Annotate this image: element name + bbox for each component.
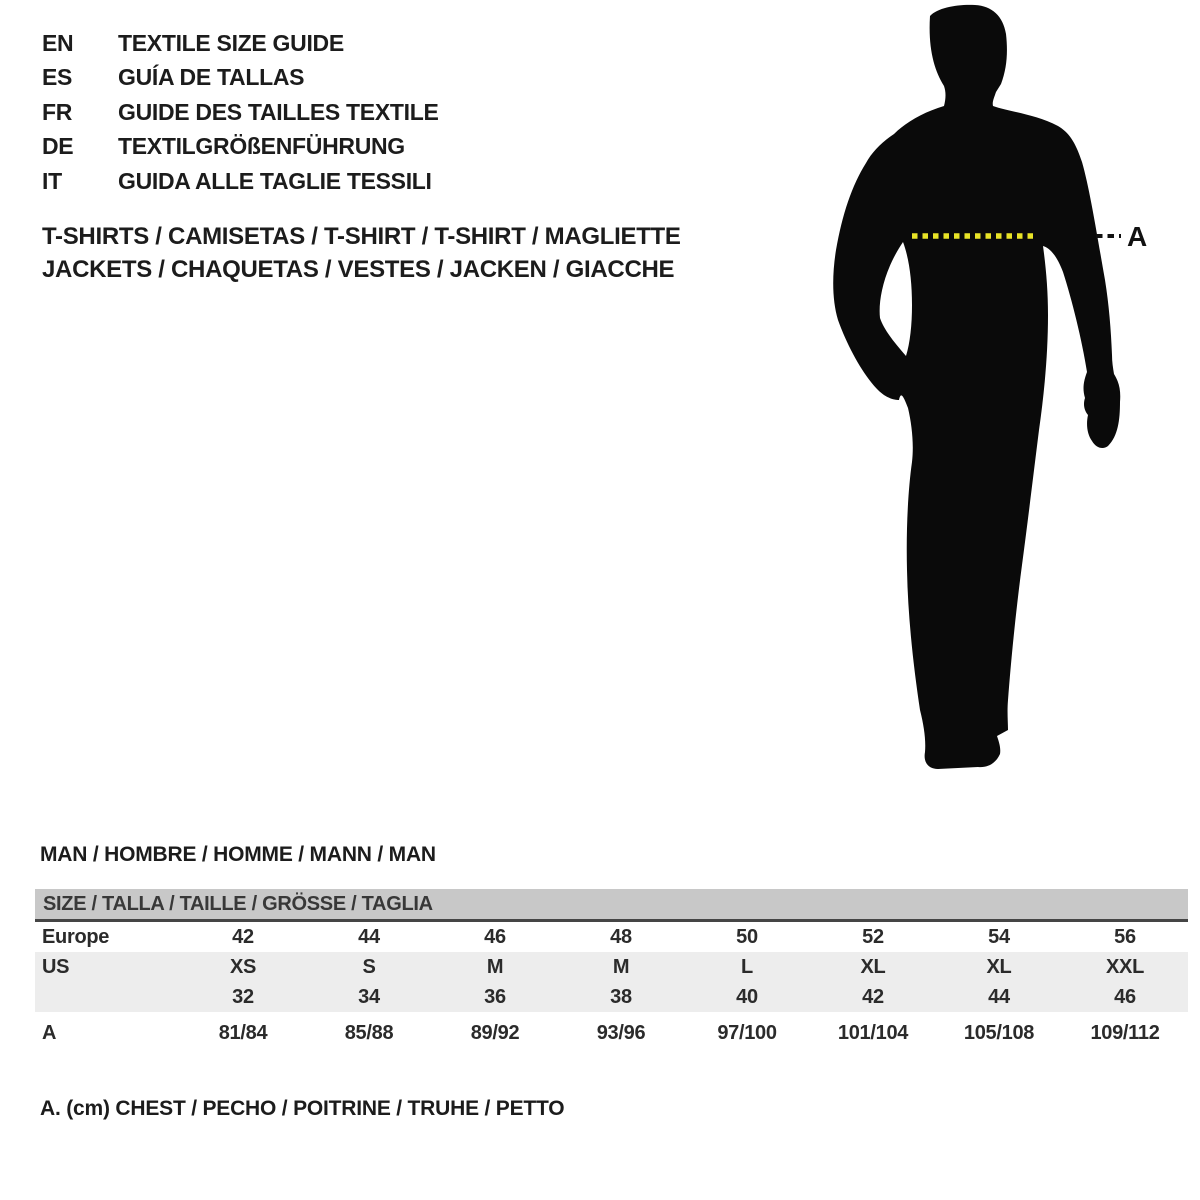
table-cell: 42 — [862, 985, 884, 1008]
language-label: GUIDE DES TAILLES TEXTILE — [118, 98, 439, 125]
table-cell: 54 — [988, 925, 1010, 948]
language-list — [42, 26, 439, 199]
size-table-header: SIZE / TALLA / TAILLE / GRÖSSE / TAGLIA — [35, 889, 1188, 922]
table-row-numeric — [35, 982, 1188, 1012]
table-cell: 48 — [610, 925, 632, 948]
table-cell: 38 — [610, 985, 632, 1008]
table-cell: 85/88 — [344, 1021, 394, 1044]
table-cell: 36 — [484, 985, 506, 1008]
language-code: IT — [42, 167, 62, 194]
table-row-chest — [35, 1018, 1188, 1048]
table-cell: 32 — [232, 985, 254, 1008]
section-title-man: MAN / HOMBRE / HOMME / MANN / MAN — [40, 843, 436, 866]
table-cell: 105/108 — [963, 1021, 1035, 1044]
table-cell: 81/84 — [218, 1021, 268, 1044]
size-table — [35, 889, 1188, 1048]
table-cell: 109/112 — [1090, 1021, 1160, 1044]
table-cell: XL — [860, 955, 886, 978]
row-label: Europe — [42, 925, 110, 948]
language-code: ES — [42, 64, 73, 91]
table-cell: XS — [229, 955, 257, 978]
table-cell: S — [362, 955, 376, 978]
man-silhouette-figure — [820, 0, 1160, 790]
row-label: A — [42, 1021, 57, 1044]
table-cell: 34 — [358, 985, 380, 1008]
language-row — [42, 164, 439, 199]
table-cell: 42 — [232, 925, 254, 948]
language-row — [42, 95, 439, 130]
language-label: GUÍA DE TALLAS — [118, 64, 305, 91]
table-cell: M — [486, 955, 504, 978]
table-row-us — [35, 952, 1188, 982]
row-label: US — [42, 955, 70, 978]
table-cell: 52 — [862, 925, 884, 948]
table-cell: 46 — [1114, 985, 1136, 1008]
measure-label-a: A — [1127, 221, 1148, 252]
category-line-tshirts: T-SHIRTS / CAMISETAS / T-SHIRT / T-SHIRT / MAGLIETTE — [42, 223, 681, 250]
language-row — [42, 61, 439, 96]
table-cell: 44 — [988, 985, 1010, 1008]
language-code: FR — [42, 98, 73, 125]
table-cell: M — [612, 955, 630, 978]
language-row — [42, 26, 439, 61]
table-cell: XXL — [1106, 955, 1144, 978]
table-cell: 50 — [736, 925, 758, 948]
table-cell: L — [741, 955, 753, 978]
table-cell: 89/92 — [470, 1021, 520, 1044]
table-cell: 56 — [1114, 925, 1136, 948]
language-label: TEXTILE SIZE GUIDE — [118, 29, 344, 56]
table-cell: XL — [986, 955, 1012, 978]
language-code: EN — [42, 29, 74, 56]
language-label: TEXTILGRÖßENFÜHRUNG — [118, 133, 405, 160]
table-cell: 44 — [358, 925, 380, 948]
measurement-footnote: A. (cm) CHEST / PECHO / POITRINE / TRUHE / PETTO — [40, 1097, 565, 1120]
product-categories — [42, 220, 681, 286]
table-cell: 46 — [484, 925, 506, 948]
table-cell: 101/104 — [837, 1021, 909, 1044]
language-row — [42, 130, 439, 165]
table-row-europe — [35, 922, 1188, 952]
table-cell: 97/100 — [717, 1021, 777, 1044]
man-silhouette — [833, 5, 1120, 769]
table-cell: 93/96 — [596, 1021, 646, 1044]
language-code: DE — [42, 133, 74, 160]
language-label: GUIDA ALLE TAGLIE TESSILI — [118, 167, 432, 194]
category-line-jackets: JACKETS / CHAQUETAS / VESTES / JACKEN / GIACCHE — [42, 256, 675, 283]
table-cell: 40 — [736, 985, 758, 1008]
